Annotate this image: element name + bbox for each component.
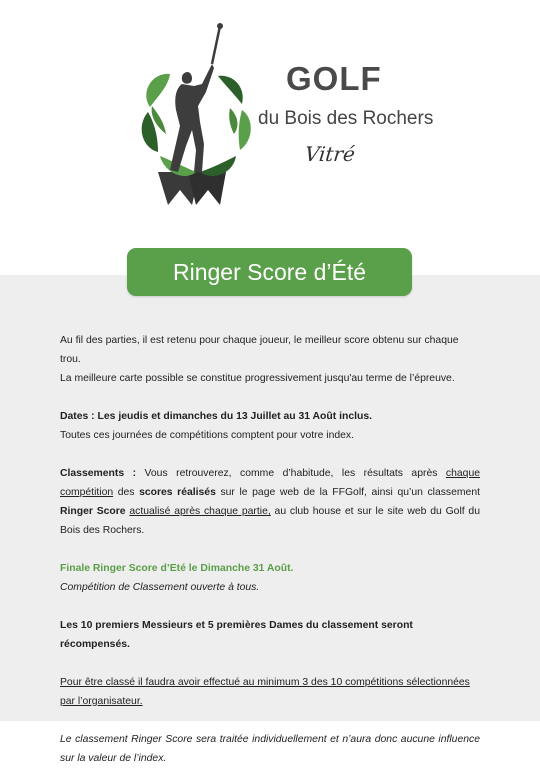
classements-label: Classements : xyxy=(60,468,137,479)
classements-text-1: Vous retrouverez, comme d’habitude, les résultats après xyxy=(136,468,446,479)
intro-line-2: La meilleure carte possible se constitue progressivement jusqu'au terme de l’épreuve. xyxy=(60,373,455,384)
finale-sub-text: Compétition de Classement ouverte à tous. xyxy=(60,582,260,593)
note-italic: Le classement Ringer Score sera traitée individuellement et n’aura donc aucune influence sur la valeur de l’index. xyxy=(60,734,480,764)
brand-name: GOLF xyxy=(286,60,382,97)
condition-text: Pour être classé il faudra avoir effectué au minimum 3 des 10 compétitions sélectionnées par l’organisateur. xyxy=(60,677,470,707)
intro-line-1: Au fil des parties, il est retenu pour chaque joueur, le meilleur score obtenu sur chaque trou. xyxy=(60,335,459,365)
page-title: Ringer Score d’Été xyxy=(127,248,412,296)
document-body xyxy=(60,331,480,768)
note-text xyxy=(60,730,480,768)
classements-text-2: des xyxy=(113,487,140,498)
classements-paragraph xyxy=(60,464,480,540)
rewards-bold: Les 10 premiers Messieurs et 5 premières Dames du classement seront récompensés. xyxy=(60,620,413,650)
classements-bold-1: scores réalisés xyxy=(139,487,216,498)
classements-underline-2: actualisé après chaque partie, xyxy=(129,506,271,517)
brand-subtitle: du Bois des Rochers xyxy=(258,108,434,129)
classements-text-3: sur le page web de la FFGolf, ainsi qu’un classement xyxy=(215,487,481,498)
dates-note: Toutes ces journées de compétitions comptent pour votre index. xyxy=(60,430,354,441)
classements-bold-2: Ringer Score xyxy=(60,506,126,517)
dates-text: Dates : Les jeudis et dimanches du 13 Juillet au 31 Août inclus. xyxy=(60,411,372,422)
classements-underline-1: chaque compétition xyxy=(60,468,480,498)
header-logo-area xyxy=(0,0,540,275)
dates-heading xyxy=(60,407,480,426)
finale-heading: Finale Ringer Score d’Eté le Dimanche 31 Août. xyxy=(60,563,294,574)
rewards-text xyxy=(60,616,480,654)
finale-sub xyxy=(60,578,480,597)
golfer-emblem-icon xyxy=(130,22,260,212)
brand-city: Vitré xyxy=(303,142,357,166)
classements-text-5: au club house et sur le site web du Golf du Bois des Rochers. xyxy=(60,506,480,536)
